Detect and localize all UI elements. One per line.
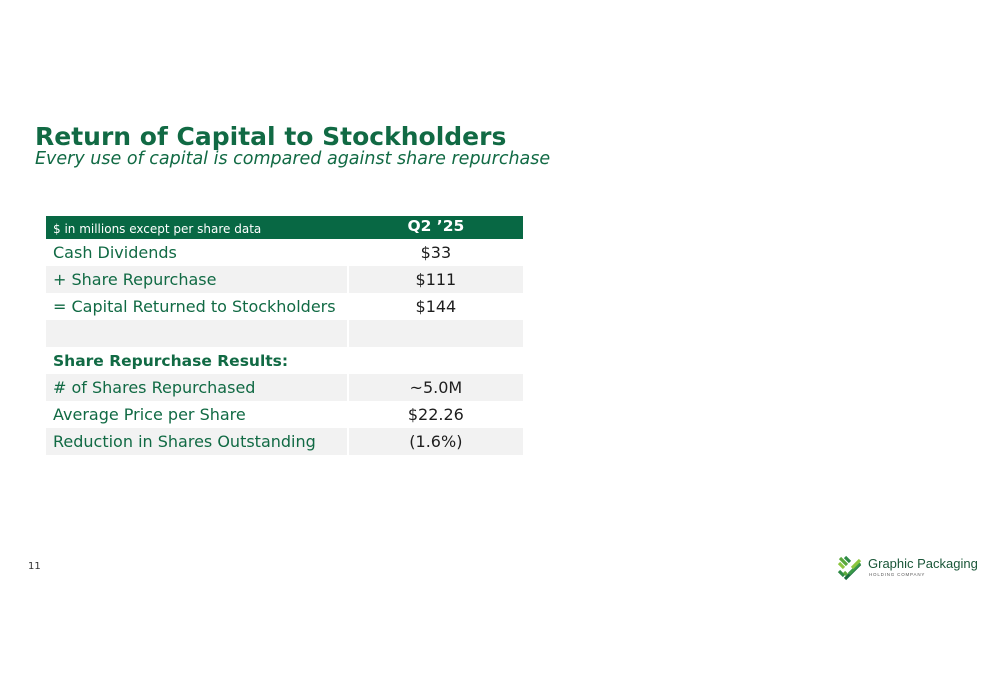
slide-title: Return of Capital to Stockholders [35,122,507,151]
section-heading: Share Repurchase Results: [53,351,289,370]
logo-company-subline: HOLDING COMPANY [869,572,926,577]
row-label: Reduction in Shares Outstanding [46,428,347,455]
row-label: + Share Repurchase [46,266,347,293]
row-label: Cash Dividends [53,243,177,262]
spacer-cell [46,320,347,347]
page-number: 11 [28,561,41,572]
leaf-stripes-icon [836,554,864,582]
header-period-label: Q2 ’25 [407,217,465,235]
row-value: $144 [415,297,457,316]
logo-company-name: Graphic Packaging [868,556,978,571]
section-heading-blank [349,347,523,374]
row-value: $111 [349,266,523,293]
row-label: = Capital Returned to Stockholders [53,297,336,316]
row-value: $33 [420,243,452,262]
table-row-shares-repurchased [46,374,523,401]
table-section-heading-row [46,347,523,374]
row-value: (1.6%) [349,428,523,455]
row-label: Average Price per Share [53,405,246,424]
table-row-capital-returned [46,293,523,320]
spacer-cell [349,320,523,347]
table-header-row [46,216,523,239]
table-row-cash-dividends [46,239,523,266]
row-value: $22.26 [407,405,464,424]
table-row-average-price [46,401,523,428]
slide-subtitle: Every use of capital is compared against share repurchase [35,149,551,169]
row-value: ~5.0M [349,374,523,401]
table-row-spacer [46,320,523,347]
table-row-share-repurchase [46,266,523,293]
table-row-share-reduction [46,428,523,455]
capital-return-table [46,216,523,455]
company-logo [836,554,991,584]
row-label: # of Shares Repurchased [46,374,347,401]
header-units-label: $ in millions except per share data [53,222,262,236]
